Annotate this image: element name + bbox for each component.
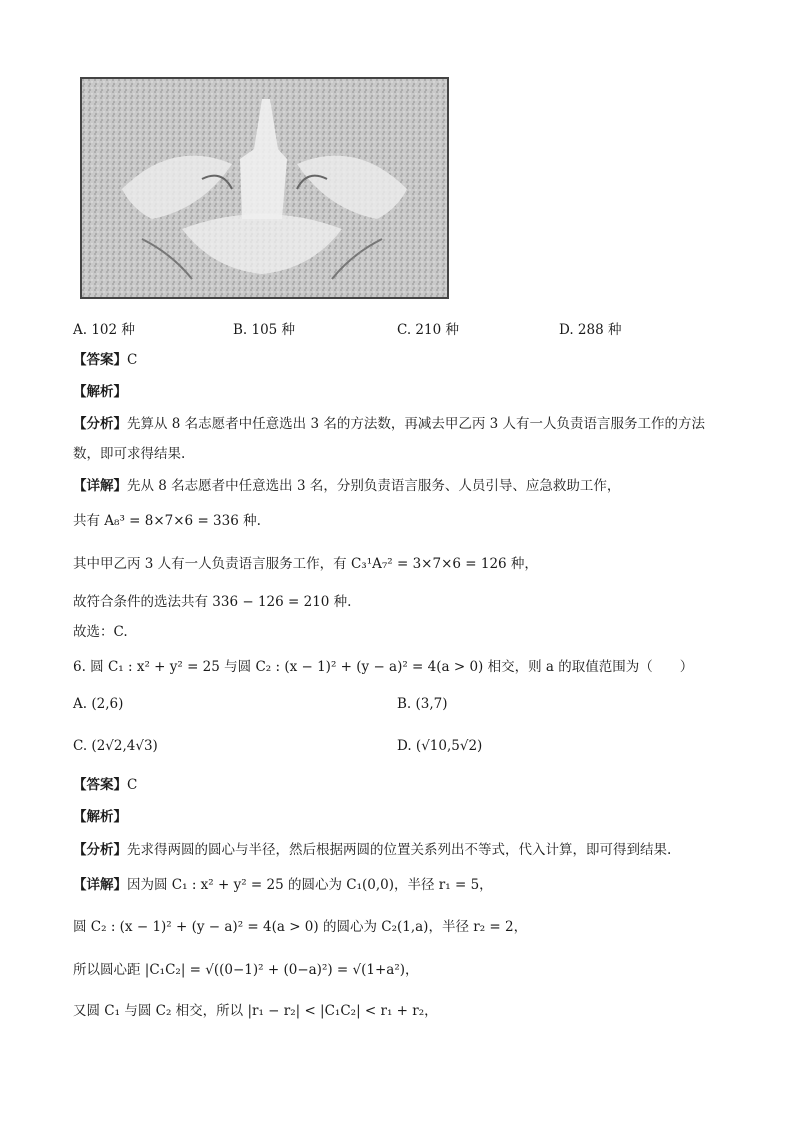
- xiangjie-label: 【详解】: [73, 478, 127, 494]
- answer-label: 【答案】: [73, 777, 127, 793]
- q6-xiangjie-line: [73, 873, 493, 893]
- analysis-label: 【解析】: [73, 809, 127, 825]
- q6-c2-line: 圆 C₂ : (x − 1)² + (y − a)² = 4(a > 0) 的圆心为 C₂(1,a)，半径 r₂ = 2，: [73, 919, 528, 935]
- q6-inequality-line: 又圆 C₁ 与圆 C₂ 相交，所以 |r₁ − r₂| < |C₁C₂| < r₁ + r₂，: [73, 1003, 438, 1019]
- fenxi-text: 先求得两圆的圆心与半径，然后根据两圆的位置关系列出不等式，代入计算，即可得到结果.: [127, 842, 672, 858]
- q6-option-b: B. (3,7): [397, 696, 448, 712]
- analysis-label: 【解析】: [73, 384, 127, 400]
- answer-value: C: [127, 352, 138, 368]
- q5-option-d: D. 288 种: [559, 322, 622, 338]
- q6-answer-line: [73, 773, 137, 793]
- q5-xiangjie-line: [73, 474, 620, 494]
- q5-result-line: 故符合条件的选法共有 336 − 126 = 210 种.: [73, 594, 352, 610]
- question-illustration: [80, 77, 449, 299]
- q6-option-d: D. (√10,5√2): [397, 738, 483, 754]
- xiangjie-label: 【详解】: [73, 877, 127, 893]
- q6-option-a: A. (2,6): [73, 696, 124, 712]
- answer-label: 【答案】: [73, 352, 127, 368]
- q5-option-a: A. 102 种: [73, 322, 135, 338]
- xiangjie-text: 先从 8 名志愿者中任意选出 3 名，分别负责语言服务、人员引导、应急救助工作，: [127, 478, 621, 494]
- q5-answer-line: [73, 348, 137, 368]
- q6-stem: 6. 圆 C₁ : x² + y² = 25 与圆 C₂ : (x − 1)² + (y − a)² = 4(a > 0) 相交，则 a 的取值范围为（ ）: [73, 659, 694, 675]
- fenxi-label: 【分析】: [73, 842, 127, 858]
- fenxi-label: 【分析】: [73, 416, 127, 432]
- q5-fenxi-line-1: [73, 412, 705, 432]
- q6-option-c: C. (2√2,4√3): [73, 738, 158, 754]
- q5-subtract-line: 其中甲乙丙 3 人有一人负责语言服务工作，有 C₃¹A₇² = 3×7×6 = 126 种，: [73, 556, 538, 572]
- q5-total-line: 共有 A₈³ = 8×7×6 = 336 种.: [73, 513, 261, 529]
- answer-value: C: [127, 777, 138, 793]
- q6-fenxi-line: [73, 838, 671, 858]
- xiangjie-text: 因为圆 C₁ : x² + y² = 25 的圆心为 C₁(0,0)，半径 r₁ = 5，: [127, 877, 493, 893]
- q5-option-c: C. 210 种: [397, 322, 459, 338]
- q5-fenxi-line-2: 数，即可求得结果.: [73, 446, 186, 462]
- q5-choose-line: 故选：C.: [73, 624, 128, 640]
- q5-option-b: B. 105 种: [233, 322, 296, 338]
- illustration-graphic: [82, 79, 447, 297]
- q6-distance-line: 所以圆心距 |C₁C₂| = √((0−1)² + (0−a)²) = √(1+a²)，: [73, 962, 419, 978]
- fenxi-text: 先算从 8 名志愿者中任意选出 3 名的方法数，再减去甲乙丙 3 人有一人负责语言服务工作的方法: [127, 416, 706, 432]
